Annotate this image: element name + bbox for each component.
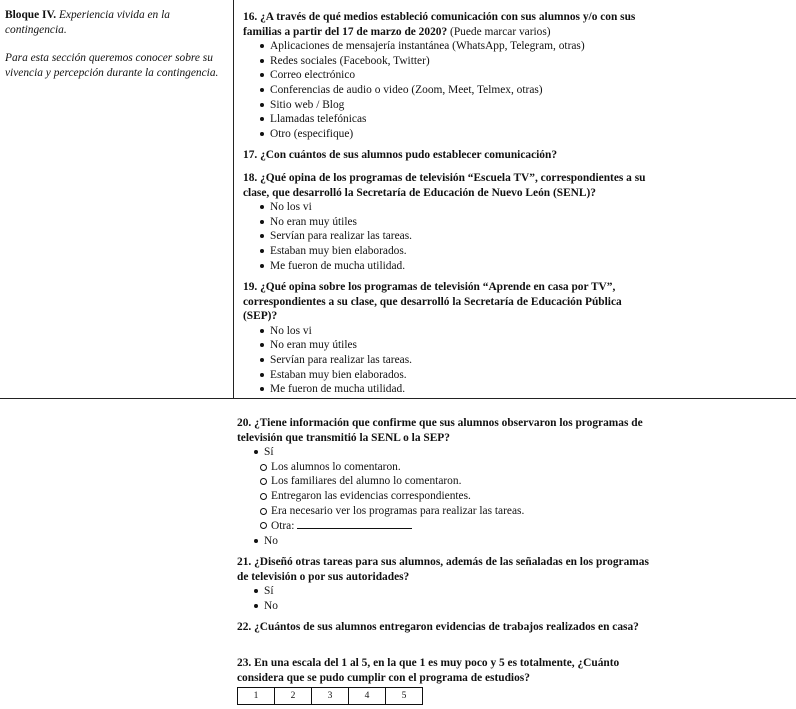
scale-option-3[interactable]: 3 bbox=[312, 688, 349, 704]
question-19-text: 19. ¿Qué opina sobre los programas de televisión “Aprende en casa por TV”, correspondientes a su clase, que desarrolló la Secretaría de Educación Pública (SEP)? bbox=[243, 281, 622, 323]
option-item[interactable]: Servían para realizar las tareas. bbox=[243, 229, 657, 244]
question-22-text: 22. ¿Cuántos de sus alumnos entregaron evidencias de trabajos realizados en casa? bbox=[237, 621, 639, 633]
scale-option-1[interactable]: 1 bbox=[238, 688, 275, 704]
question-19-options bbox=[243, 324, 657, 397]
block-title: Bloque IV. bbox=[5, 9, 57, 21]
option-item[interactable]: No los vi bbox=[243, 200, 657, 215]
question-19 bbox=[243, 280, 657, 397]
question-22 bbox=[237, 620, 651, 635]
option-item[interactable]: Llamadas telefónicas bbox=[243, 112, 657, 127]
scale-option-4[interactable]: 4 bbox=[349, 688, 386, 704]
option-item[interactable]: Estaban muy bien elaborados. bbox=[243, 244, 657, 259]
question-23-text: 23. En una escala del 1 al 5, en la que 1 es muy poco y 5 es totalmente, ¿Cuánto considera que se pudo cumplir con el programa de estudios? bbox=[237, 657, 620, 684]
option-item[interactable]: Sitio web / Blog bbox=[243, 98, 657, 113]
option-item[interactable]: Sí bbox=[237, 584, 651, 599]
option-no[interactable]: No bbox=[237, 534, 651, 549]
other-label: Otra: bbox=[271, 520, 295, 533]
question-20-options bbox=[237, 445, 651, 548]
option-item[interactable]: Me fueron de mucha utilidad. bbox=[243, 259, 657, 274]
question-18 bbox=[243, 171, 657, 273]
option-item[interactable]: Redes sociales (Facebook, Twitter) bbox=[243, 54, 657, 69]
sub-option-item[interactable]: Entregaron las evidencias correspondientes. bbox=[237, 489, 651, 504]
question-20 bbox=[237, 416, 651, 548]
option-item[interactable]: Aplicaciones de mensajería instantánea (WhatsApp, Telegram, otras) bbox=[243, 39, 657, 54]
option-item[interactable]: Servían para realizar las tareas. bbox=[243, 353, 657, 368]
question-20-text: 20. ¿Tiene información que confirme que sus alumnos observaron los programas de televisión que transmitió la SENL o la SEP? bbox=[237, 417, 643, 444]
question-16-options bbox=[243, 39, 657, 141]
block-subtitle: Experiencia vivida en la contingencia. bbox=[5, 9, 170, 36]
scale-option-5[interactable]: 5 bbox=[401, 691, 407, 701]
question-18-options bbox=[243, 200, 657, 273]
question-16 bbox=[243, 10, 657, 141]
question-16-text: 16. ¿A través de qué medios estableció comunicación con sus alumnos y/o con sus familias a partir del 17 de marzo de 2020? bbox=[243, 11, 636, 38]
block-description bbox=[5, 8, 227, 94]
sub-option-item[interactable]: Los familiares del alumno lo comentaron. bbox=[237, 474, 651, 489]
sub-option-item[interactable]: Los alumnos lo comentaron. bbox=[237, 460, 651, 475]
row-divider bbox=[0, 398, 796, 399]
option-item[interactable]: No los vi bbox=[243, 324, 657, 339]
option-item[interactable]: No eran muy útiles bbox=[243, 215, 657, 230]
option-yes[interactable]: Sí bbox=[237, 445, 651, 460]
rating-scale bbox=[237, 687, 423, 705]
option-item[interactable]: No eran muy útiles bbox=[243, 338, 657, 353]
question-17 bbox=[243, 148, 657, 163]
sub-option-item[interactable]: Era necesario ver los programas para realizar las tareas. bbox=[237, 504, 651, 519]
scale-option-2[interactable]: 2 bbox=[275, 688, 312, 704]
option-item[interactable]: No bbox=[237, 599, 651, 614]
option-item[interactable]: Estaban muy bien elaborados. bbox=[243, 368, 657, 383]
sub-option-other[interactable] bbox=[237, 518, 651, 534]
column-divider bbox=[233, 0, 234, 398]
question-21-options bbox=[237, 584, 651, 613]
question-23 bbox=[237, 656, 651, 685]
other-blank-line[interactable] bbox=[297, 518, 412, 529]
option-item[interactable]: Me fueron de mucha utilidad. bbox=[243, 382, 657, 397]
question-17-text: 17. ¿Con cuántos de sus alumnos pudo establecer comunicación? bbox=[243, 149, 558, 161]
question-18-text: 18. ¿Qué opina de los programas de televisión “Escuela TV”, correspondientes a su clase, que desarrolló la Secretaría de Educación de Nuevo León (SENL)? bbox=[243, 172, 646, 199]
block-description-text: Para esta sección queremos conocer sobre su vivencia y percepción durante la contingencia. bbox=[5, 52, 219, 79]
question-16-note: (Puede marcar varios) bbox=[450, 25, 551, 38]
option-item[interactable]: Correo electrónico bbox=[243, 68, 657, 83]
option-item[interactable]: Conferencias de audio o video (Zoom, Meet, Telmex, otras) bbox=[243, 83, 657, 98]
question-21-text: 21. ¿Diseñó otras tareas para sus alumnos, además de las señaladas en los programas de televisión o por sus autoridades? bbox=[237, 556, 649, 583]
option-item[interactable]: Otro (especifique) bbox=[243, 127, 657, 142]
question-21 bbox=[237, 555, 651, 613]
